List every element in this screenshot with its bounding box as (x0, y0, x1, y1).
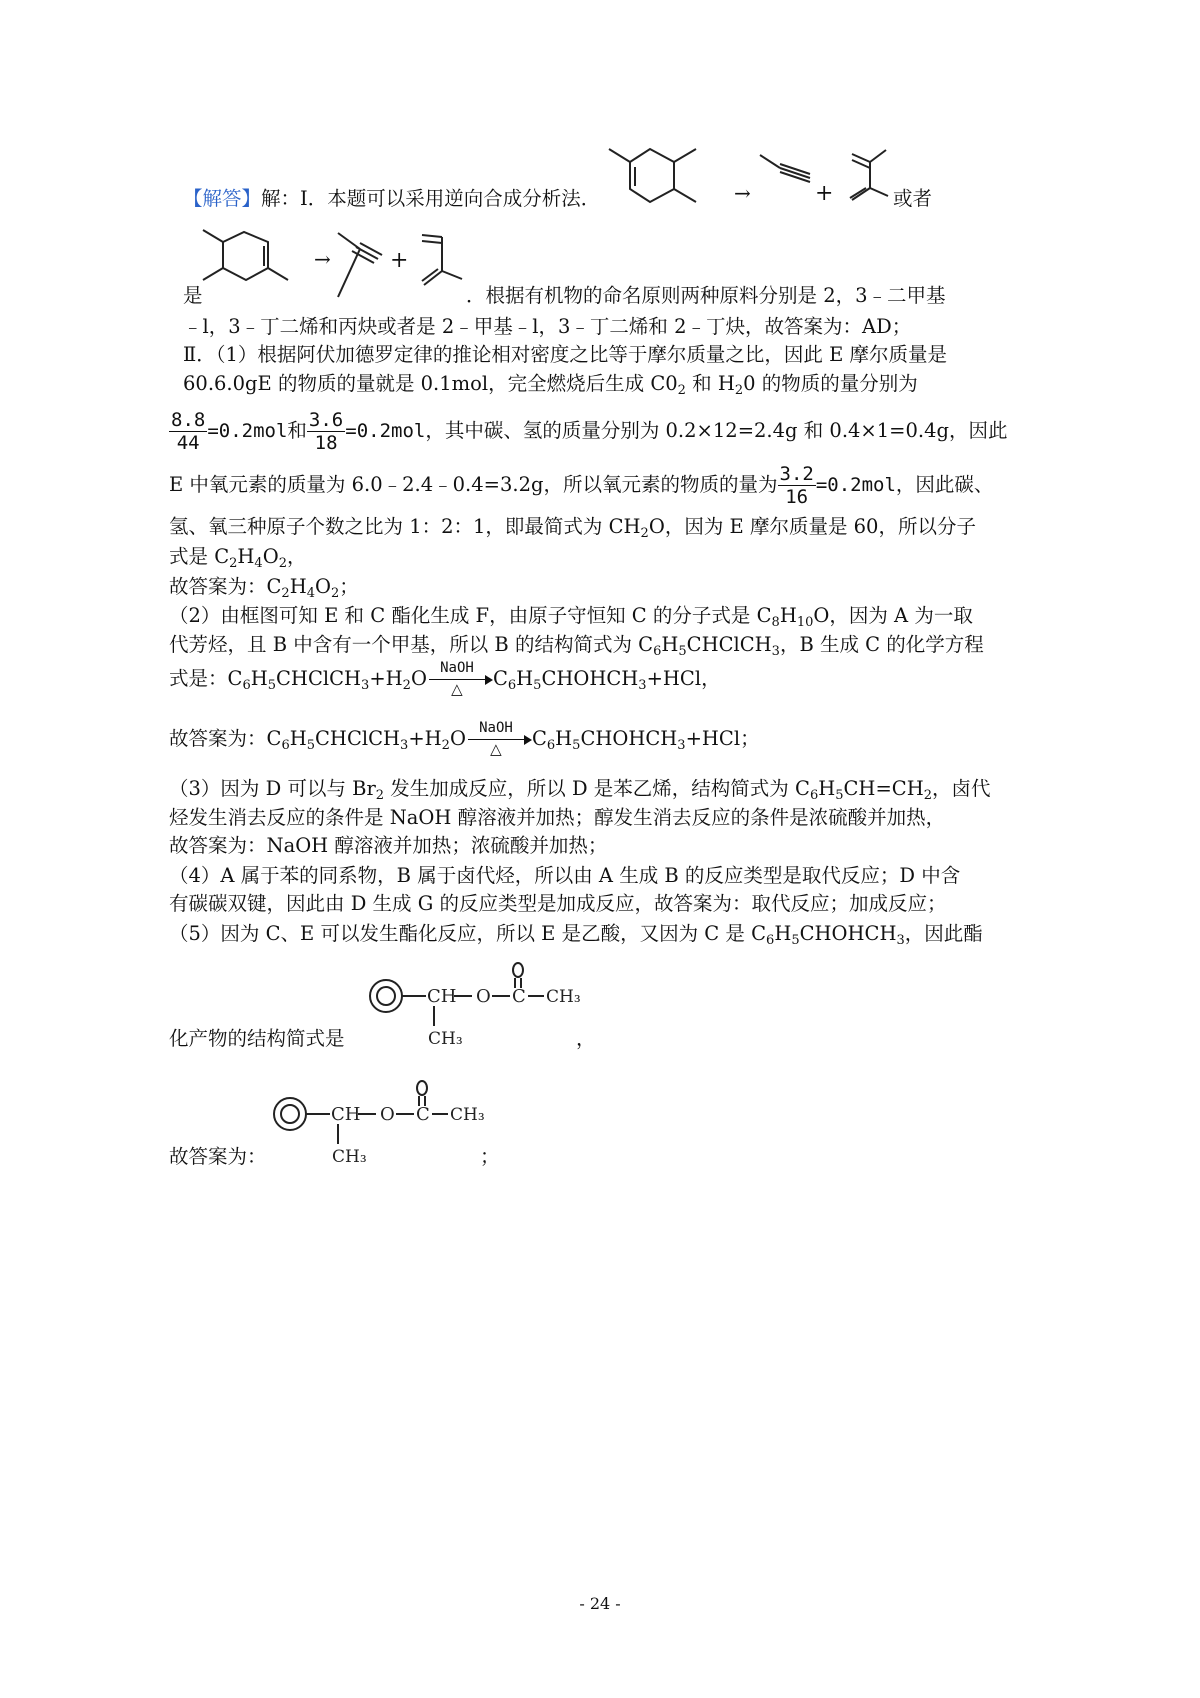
line-3: ﹣l，3﹣丁二烯和丙炔或者是 2﹣甲基﹣l，3﹣丁二烯和 2﹣丁炔，故答案为：AD； (183, 315, 912, 338)
line-12: 代芳烃，且 B 中含有一个甲基，所以 B 的结构简式为 $C_6H_5CHClCH_3$，B 生成 C 的化学方程 (169, 633, 984, 659)
structure-ester-1 (364, 960, 594, 1049)
line-4: Ⅱ．（1）根据阿伏加德罗定律的推论相对密度之比等于摩尔质量之比，因此 E 摩尔质量是 (183, 343, 948, 366)
ch-label: CH (331, 1104, 361, 1125)
line-19: 有碳碳双键，因此由 D 生成 G 的反应类型是加成反应，故答案为：取代反应；加成反应； (169, 892, 947, 915)
line-1: 【解答】解：Ⅰ．本题可以采用逆向合成分析法． (183, 187, 601, 210)
ch3-label: CH₃ (428, 1029, 463, 1049)
ch3-label: CH₃ (546, 987, 581, 1007)
line-18: （4）A 属于苯的同系物，B 属于卤代烃，所以由 A 生成 B 的反应类型是取代反应；D 中含 (169, 864, 961, 887)
structure-ester-2 (268, 1078, 498, 1167)
structure-isoprene (414, 225, 474, 305)
structure-dimethylcyclohexadiene (600, 140, 720, 220)
line-2-head: 是 (183, 284, 203, 307)
plus-glyph-2: + (390, 248, 409, 273)
answer-tag: 【解答】 (183, 187, 262, 210)
ch3-label: CH₃ (332, 1147, 367, 1167)
arrow-glyph-1: → (734, 181, 751, 205)
ch3-label: CH₃ (450, 1105, 485, 1125)
line-9: 式是 $C_2H_4O_2$， (169, 545, 307, 571)
o-label: O (476, 986, 491, 1007)
fraction-3.2-16: $\frac{3.2}{16}$ (779, 463, 814, 508)
line-16: 烃发生消去反应的条件是 NaOH 醇溶液并加热；醇发生消去反应的条件是浓硫酸并加热， (169, 806, 946, 829)
plus-glyph-1: + (815, 181, 834, 206)
fraction-3.6-18: $\frac{3.6}{18}$ (308, 409, 344, 454)
o-label: O (380, 1104, 395, 1125)
c-label: C (512, 986, 526, 1007)
line-20: （5）因为 C、E 可以发生酯化反应，所以 E 是乙酸，又因为 C 是 $C_6H_5CHOHCH_3$，因此酯 (169, 922, 983, 948)
line-14-equation: 故答案为：$C_6H_5CHClCH_3+H_2O$ NaOH △ $C_6H_5CHOHCH_3+HCl$； (169, 719, 760, 758)
line-11: （2）由框图可知 E 和 C 酯化生成 F，由原子守恒知 C 的分子式是 $C_8H_{10}O$，因为 A 为一取 (169, 604, 973, 630)
line-21-head: 化产物的结构简式是 (169, 1027, 345, 1050)
or-text: 或者 (893, 187, 933, 210)
line-15: （3）因为 D 可以与 $Br_2$ 发生加成反应，所以 D 是苯乙烯，结构简式为 $C_6H_5CH=CH_2$，卤代 (169, 777, 991, 803)
line-13-equation: 式是：$C_6H_5CHClCH_3+H_2O$ NaOH △ $C_6H_5CHOHCH_3+HCl$， (169, 659, 721, 698)
line-8: 氢、氧三种原子个数之比为 1：2：1，即最简式为 $CH_2O$，因为 E 摩尔质量是 60，所以分子 (169, 515, 976, 541)
line-21-tail: ， (576, 1027, 596, 1050)
structure-propyne (758, 150, 818, 210)
c-label: C (416, 1104, 430, 1125)
line-22-tail: ； (480, 1145, 500, 1168)
line-5: 60.6.0gE 的物质的量就是 0.1mol，完全燃烧后生成 $C0_2$ 和 $H_20$ 的物质的量分别为 (183, 372, 918, 398)
structure-2-butyne (336, 225, 396, 305)
line-7: E 中氧元素的质量为 6.0﹣2.4﹣0.4=3.2g，所以氧元素的物质的量为 $\frac{3.2}{16}$ =0.2mol，因此碳、 (169, 463, 994, 508)
line-2-text: ．根据有机物的命名原则两种原料分别是 2，3﹣二甲基 (466, 284, 946, 307)
arrow-glyph-2: → (314, 247, 331, 271)
page-number: - 24 - (579, 1594, 621, 1613)
line-22-head: 故答案为： (169, 1145, 267, 1168)
reaction-arrow: NaOH △ (427, 666, 493, 694)
structure-trimethylcyclohexene (190, 220, 300, 305)
line-10: 故答案为：$C_2H_4O_2$； (169, 575, 359, 601)
reaction-arrow: NaOH △ (466, 726, 532, 754)
line-6: $\frac{8.8}{44}$ =0.2mol和 $\frac{3.6}{18}$ =0.2mol，其中碳、氢的质量分别为 0.2×12=2.4g 和 0.4×1=0.4g，因此 (171, 409, 1008, 454)
line-17: 故答案为：NaOH 醇溶液并加热；浓硫酸并加热； (169, 834, 608, 857)
ch-label: CH (427, 986, 457, 1007)
fraction-8.8-44: $\frac{8.8}{44}$ (171, 409, 206, 454)
